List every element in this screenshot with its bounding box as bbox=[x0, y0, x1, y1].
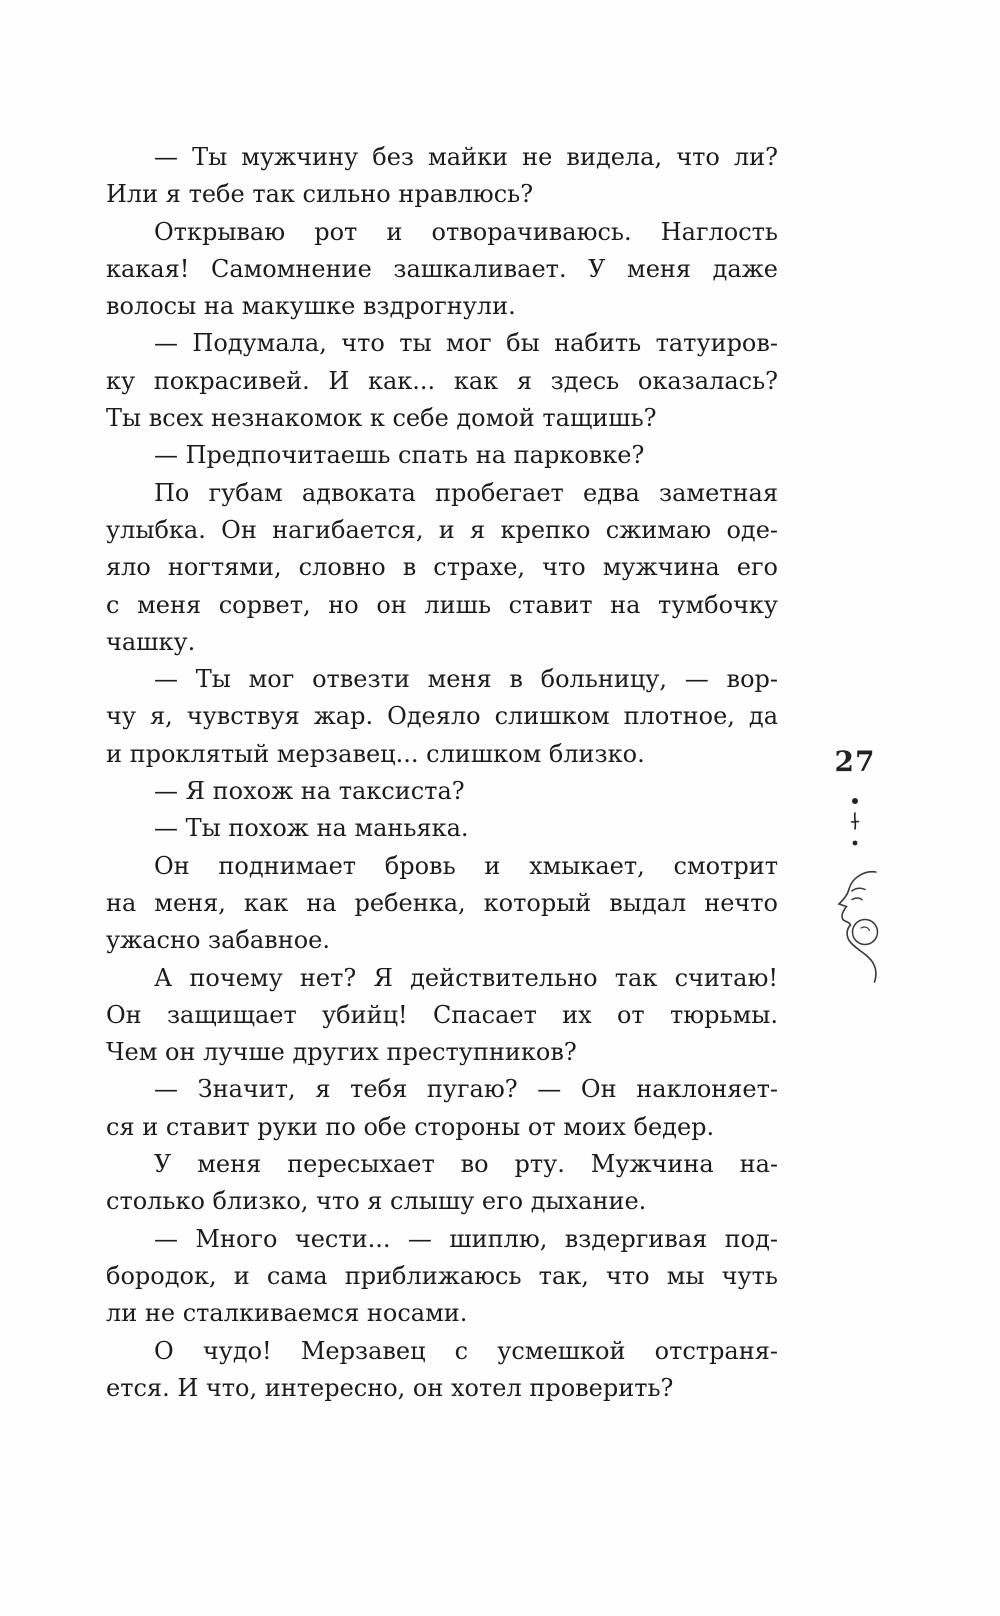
text-line: ся и ставит руки по обе стороны от моих бедер. bbox=[106, 1112, 715, 1141]
text-line: — Ты мог отвезти меня в больницу, — вор- bbox=[154, 665, 778, 694]
text-line: волосы на макушке вздрогнули. bbox=[106, 292, 516, 321]
text-line: какая! Самомнение зашкаливает. У меня даже bbox=[106, 254, 778, 283]
text-line: ли не сталкиваемся носами. bbox=[106, 1299, 468, 1328]
text-line: на меня, как на ребенка, который выдал нечто bbox=[106, 888, 778, 917]
female-profile-illustration-icon bbox=[800, 866, 910, 984]
text-line: Он защищает убийц! Спасает их от тюрьмы. bbox=[106, 1000, 778, 1029]
text-line: О чудо! Мерзавец с усмешкой отстраня- bbox=[154, 1336, 778, 1365]
text-line: столько близко, что я слышу его дыхание. bbox=[106, 1187, 647, 1216]
text-line: чашку. bbox=[106, 627, 196, 656]
text-line: бородок, и сама приближаюсь так, что мы чуть bbox=[106, 1261, 778, 1290]
text-line: — Подумала, что ты мог бы набить татуиров- bbox=[154, 329, 778, 358]
text-line: с меня сорвет, но он лишь ставит на тумбочку bbox=[106, 590, 778, 619]
text-line: А почему нет? Я действительно так считаю! bbox=[154, 963, 778, 992]
text-line: Открываю рот и отворачиваюсь. Наглость bbox=[154, 217, 778, 246]
text-line: По губам адвоката пробегает едва заметная bbox=[154, 478, 778, 507]
text-line: Ты всех незнакомок к себе домой тащишь? bbox=[106, 404, 657, 433]
text-line: — Я похож на таксиста? bbox=[154, 777, 465, 806]
dot-dagger-dot-ornament-icon bbox=[800, 796, 910, 852]
text-line: ужасно забавное. bbox=[106, 926, 330, 955]
text-line: и проклятый мерзавец... слишком близко. bbox=[106, 739, 645, 768]
page-text bbox=[106, 139, 778, 1407]
text-line: У меня пересыхает во рту. Мужчина на- bbox=[154, 1150, 778, 1179]
text-line: — Много чести... — шиплю, вздергивая под- bbox=[154, 1224, 778, 1253]
text-line: яло ногтями, словно в страхе, что мужчина его bbox=[106, 553, 778, 582]
text-line: Он поднимает бровь и хмыкает, смотрит bbox=[154, 851, 778, 880]
text-line: — Значит, я тебя пугаю? — Он наклоняет- bbox=[154, 1075, 778, 1104]
text-line: Или я тебе так сильно нравлюсь? bbox=[106, 180, 534, 209]
text-line: улыбка. Он нагибается, и я крепко сжимаю оде- bbox=[106, 515, 778, 544]
right-margin bbox=[800, 745, 910, 984]
text-line: ется. И что, интересно, он хотел проверить? bbox=[106, 1373, 674, 1402]
text-line: — Ты мужчину без майки не видела, что ли? bbox=[154, 143, 778, 171]
text-line: Чем он лучше других преступников? bbox=[106, 1038, 577, 1067]
text-line: чу я, чувствуя жар. Одеяло слишком плотное, да bbox=[106, 702, 778, 731]
text-line: ку покрасивей. И как... как я здесь оказалась? bbox=[106, 366, 778, 395]
text-line: — Ты похож на маньяка. bbox=[154, 814, 469, 843]
text-line: — Предпочитаешь спать на парковке? bbox=[154, 441, 645, 470]
page-number: 27 bbox=[834, 745, 876, 778]
